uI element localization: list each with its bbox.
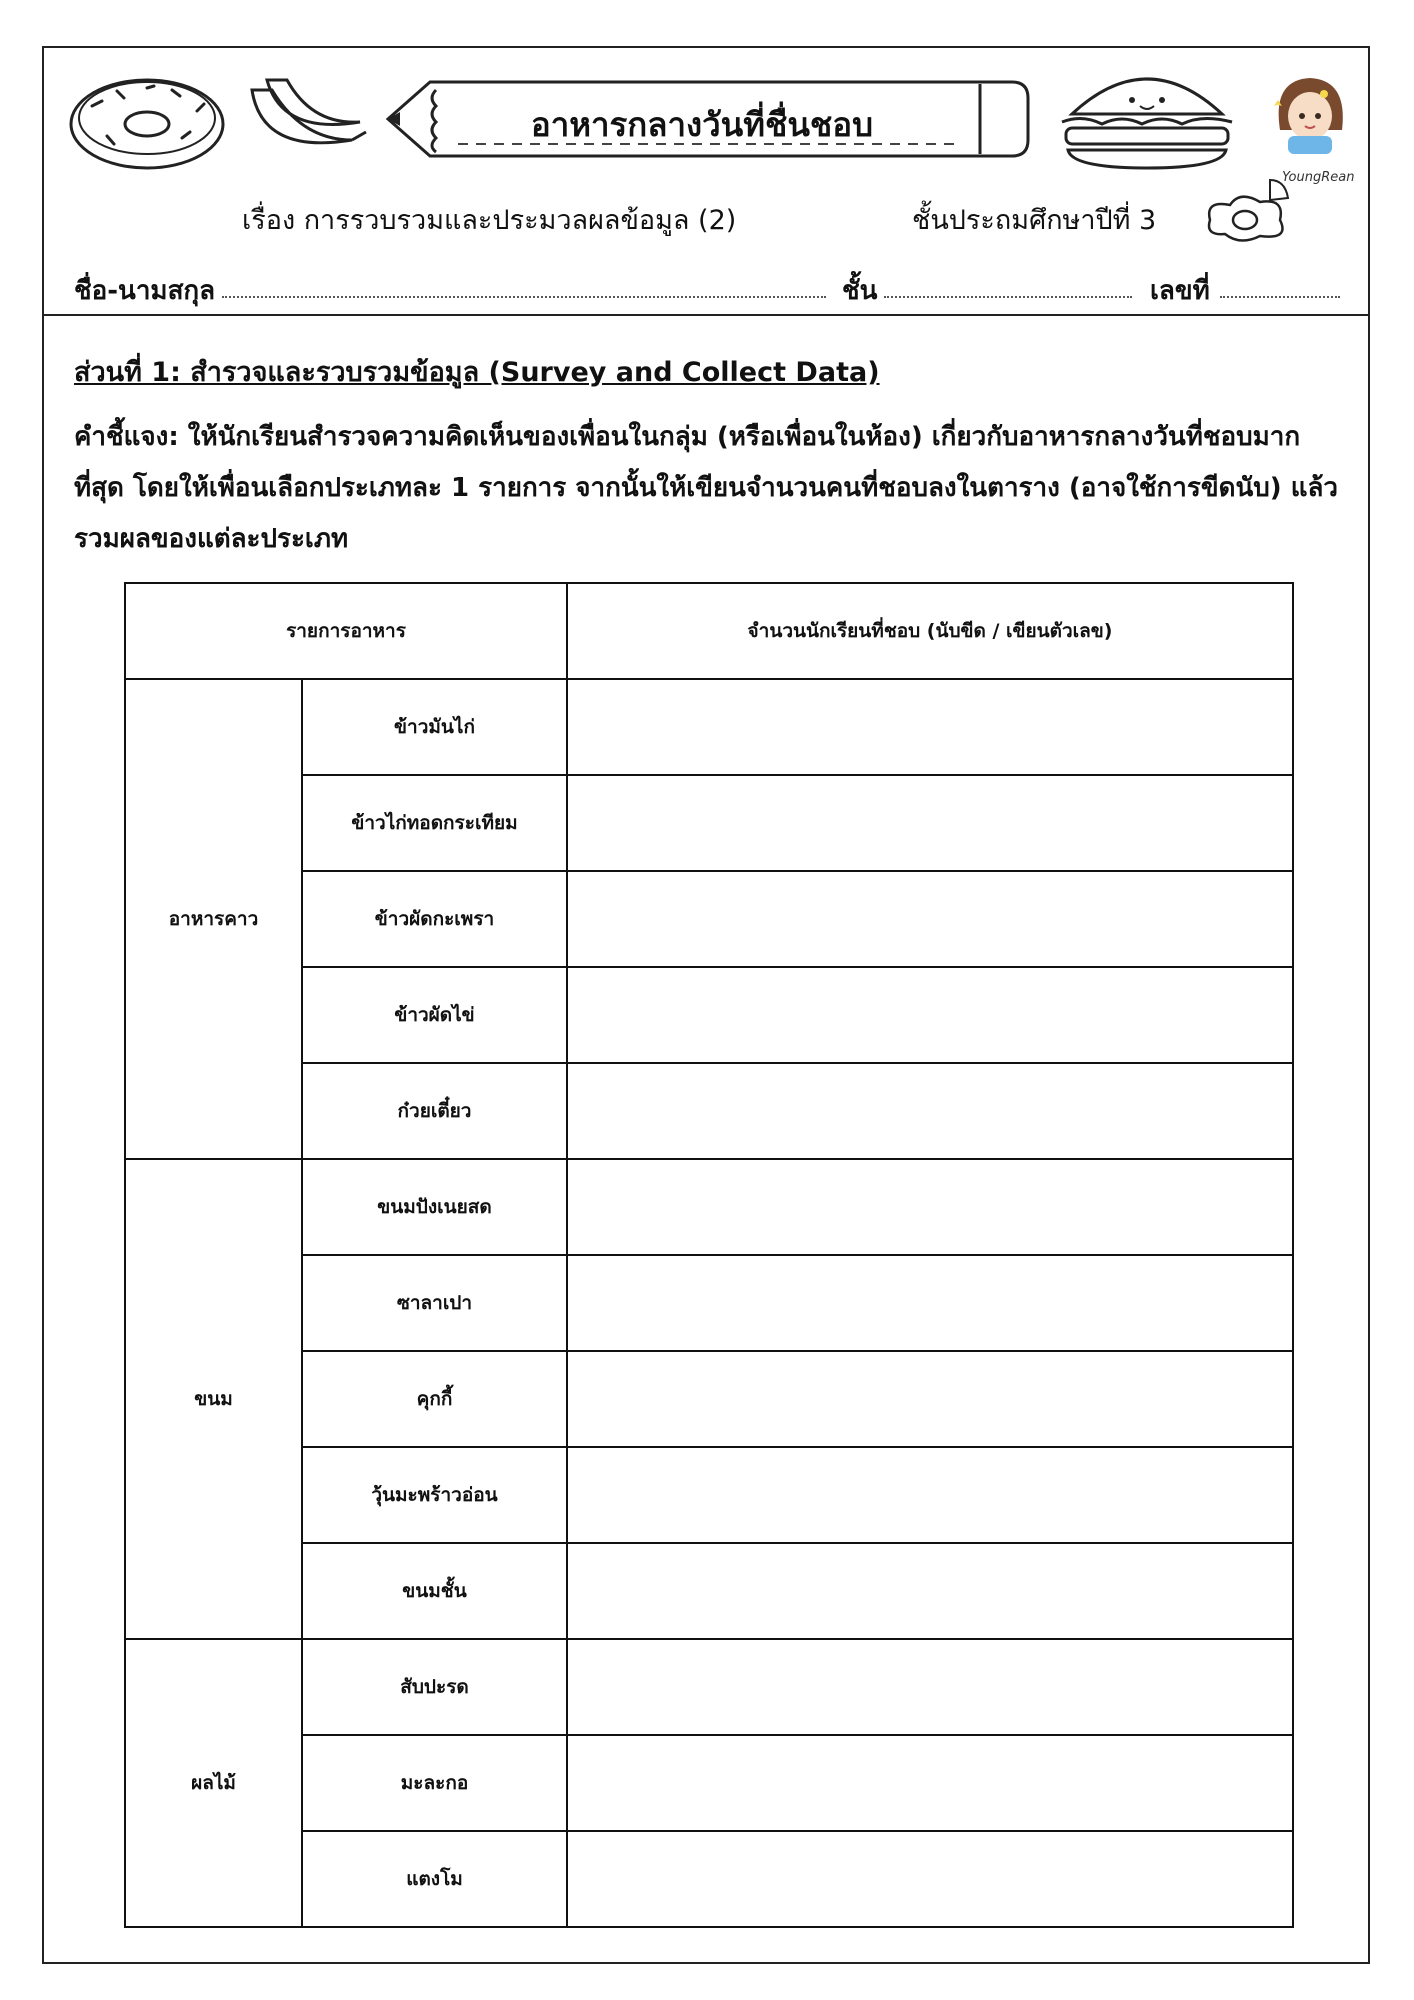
item-cell: มะละกอ [302, 1735, 567, 1831]
item-cell: ขนมชั้น [302, 1543, 567, 1639]
item-cell: ข้าวผัดไข่ [302, 967, 567, 1063]
count-cell[interactable] [567, 1063, 1293, 1159]
count-cell[interactable] [567, 1831, 1293, 1927]
page-title: อาหารกลางวันที่ชื่นชอบ [530, 105, 874, 144]
number-field[interactable] [1220, 296, 1340, 298]
name-field[interactable] [222, 296, 826, 298]
item-cell: ขนมปังเนยสด [302, 1159, 567, 1255]
item-cell: ซาลาเปา [302, 1255, 567, 1351]
item-cell: แตงโม [302, 1831, 567, 1927]
table-header-row [125, 583, 1293, 679]
item-cell: ข้าวไก่ทอดกระเทียม [302, 775, 567, 871]
category-cell: ผลไม้ [125, 1639, 302, 1927]
header-count-cell: จำนวนนักเรียนที่ชอบ (นับขีด / เขียนตัวเลข) [567, 583, 1293, 679]
section-title: ส่วนที่ 1: สำรวจและรวบรวมข้อมูล (Survey and Collect Data) [74, 357, 880, 388]
item-cell: วุ้นมะพร้าวอ่อน [302, 1447, 567, 1543]
count-cell[interactable] [567, 1351, 1293, 1447]
count-cell[interactable] [567, 967, 1293, 1063]
category-cell: อาหารคาว [125, 679, 302, 1159]
girl-avatar-logo [1262, 70, 1358, 166]
subject-line: เรื่อง การรวบรวมและประมวลผลข้อมูล (2) [242, 205, 737, 236]
table-row [125, 1159, 1293, 1255]
grade-line: ชั้นประถมศึกษาปีที่ 3 [912, 205, 1157, 236]
banana-icon [242, 70, 372, 170]
class-label: ชั้น [842, 276, 878, 306]
table-row [125, 679, 1293, 775]
category-cell: ขนม [125, 1159, 302, 1639]
donut-icon [62, 66, 232, 176]
burger-icon [1052, 64, 1242, 174]
survey-table [124, 582, 1294, 1928]
instructions: คำชี้แจง: ให้นักเรียนสำรวจความคิดเห็นของเพื่อนในกลุ่ม (หรือเพื่อนในห้อง) เกี่ยวกับอาหารกลางวันที่ชอบมากที่สุด โดยให้เพื่อนเลือกประเภทละ 1 รายการ จากนั้นให้เขียนจำนวนคนที่ชอบลงในตาราง (อาจใช้การขีดนับ) แล้วรวมผลของแต่ละประเภท [74, 422, 1339, 554]
count-cell[interactable] [567, 679, 1293, 775]
count-cell[interactable] [567, 775, 1293, 871]
logo-text: YoungRean [1282, 170, 1355, 185]
header-item-cell: รายการอาหาร [125, 583, 567, 679]
count-cell[interactable] [567, 871, 1293, 967]
count-cell[interactable] [567, 1255, 1293, 1351]
number-label: เลขที่ [1150, 276, 1210, 306]
item-cell: ข้าวมันไก่ [302, 679, 567, 775]
count-cell[interactable] [567, 1639, 1293, 1735]
name-label: ชื่อ-นามสกุล [74, 276, 216, 306]
count-cell[interactable] [567, 1543, 1293, 1639]
item-cell: คุกกี้ [302, 1351, 567, 1447]
header-divider [42, 314, 1370, 316]
count-cell[interactable] [567, 1447, 1293, 1543]
class-field[interactable] [884, 296, 1132, 298]
count-cell[interactable] [567, 1159, 1293, 1255]
table-row [125, 1639, 1293, 1735]
item-cell: ข้าวผัดกะเพรา [302, 871, 567, 967]
count-cell[interactable] [567, 1735, 1293, 1831]
item-cell: สับปะรด [302, 1639, 567, 1735]
item-cell: ก๋วยเตี๋ยว [302, 1063, 567, 1159]
